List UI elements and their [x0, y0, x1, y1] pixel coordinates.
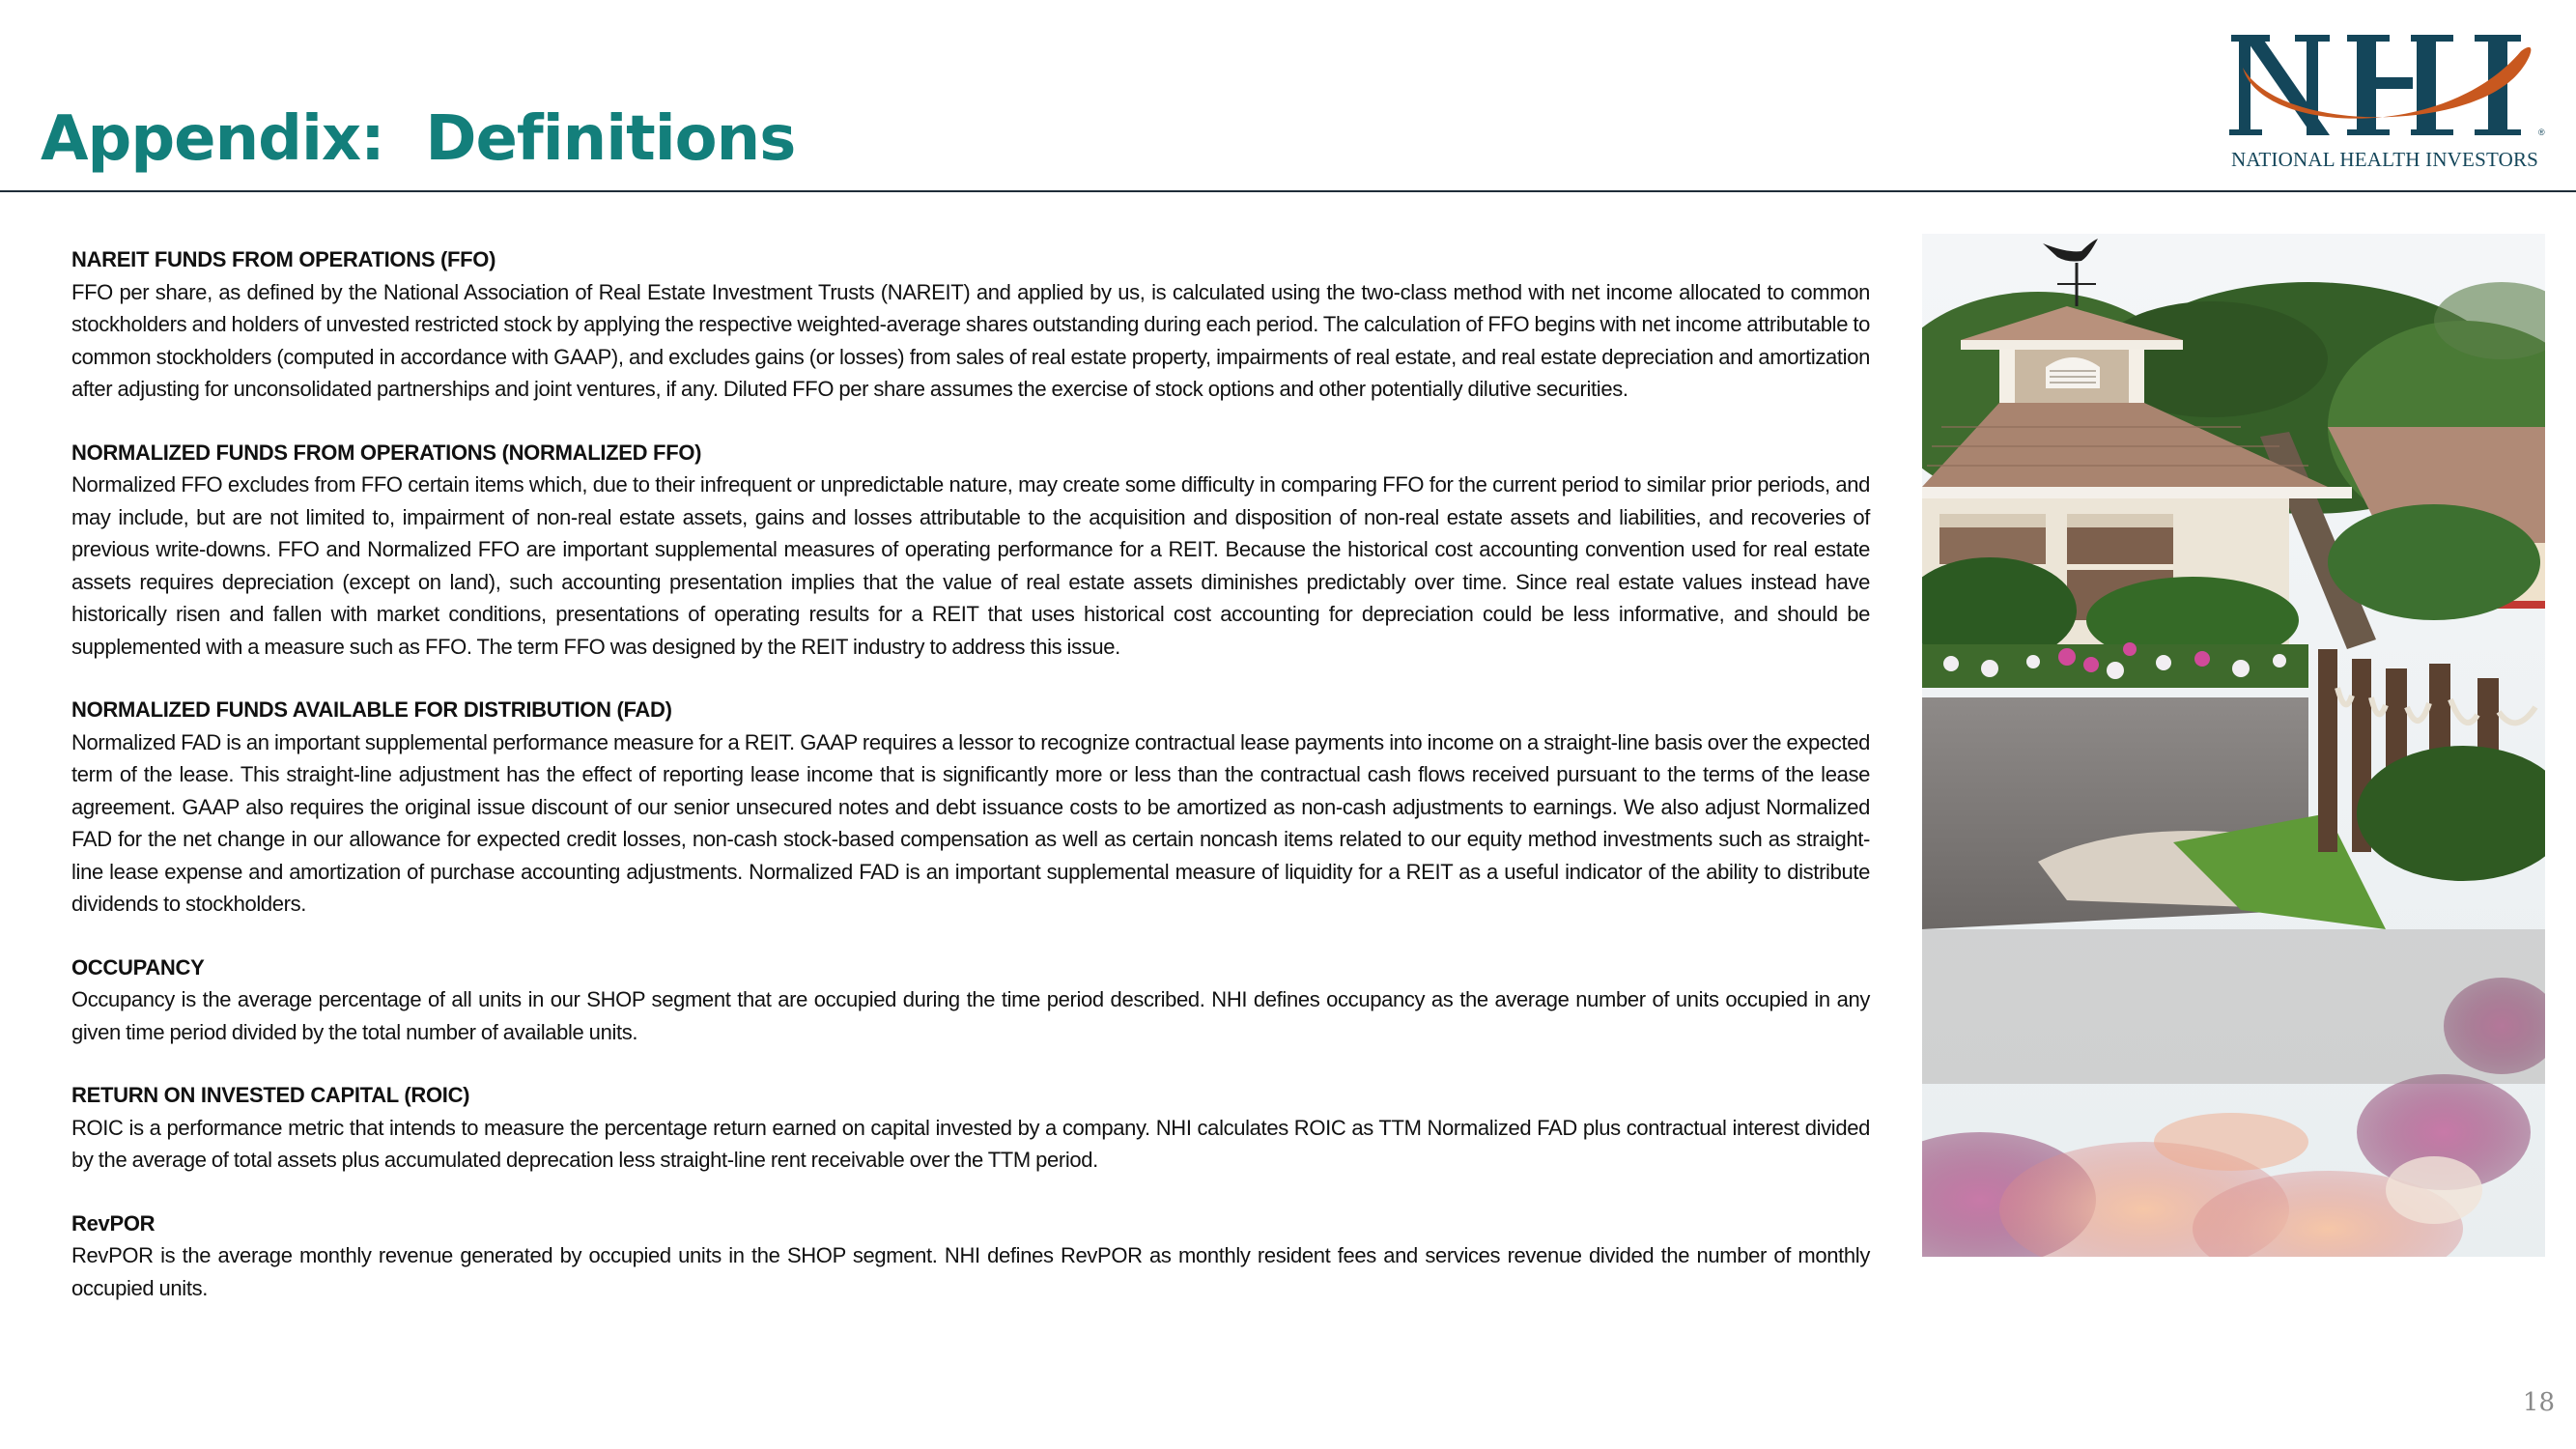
definition-revpor	[71, 1208, 1870, 1305]
definition-body: RevPOR is the average monthly revenue generated by occupied units in the SHOP segment. NHI defines RevPOR as monthly resident fees and services revenue divided the number of monthly occupied units.	[71, 1243, 1870, 1300]
definition-heading: OCCUPANCY	[71, 954, 205, 980]
definition-occupancy	[71, 952, 1870, 1049]
definition-heading: RETURN ON INVESTED CAPITAL (ROIC)	[71, 1083, 470, 1107]
definition-heading: NAREIT FUNDS FROM OPERATIONS (FFO)	[71, 247, 496, 271]
nhi-logo	[2222, 27, 2550, 182]
definition-body: Occupancy is the average percentage of all units in our SHOP segment that are occupied during the time period described. NHI defines occupancy as the average number of units occupied in any given time period divided by the total number of available units.	[71, 987, 1870, 1044]
page-title: Appendix: Definitions	[41, 103, 796, 175]
definition-body: Normalized FAD is an important supplemental performance measure for a REIT. GAAP requires a lessor to recognize contractual lease payments into income on a straight-line basis over the expected term of the lease. This straight-line adjustment has the effect of reporting lease income that is significantly more or less than the contractual cash flows received pursuant to the terms of the lease agreement. GAAP also requires the original issue discount of our senior unsecured notes and debt issuance costs to be amortized as non-cash adjustments to earnings. We also adjust Normalized FAD for the net change in our allowance for expected credit losses, non-cash stock-based compensation as well as certain noncash items related to our equity method investments such as straight-line lease expense and amortization of purchase accounting adjustments. Normalized FAD is an important supplemental measure of liquidity for a REIT as a useful indicator of the ability to distribute dividends to stockholders.	[71, 729, 1870, 916]
definition-normalized-fad	[71, 694, 1870, 921]
definition-body: ROIC is a performance metric that intends to measure the percentage return earned on capital invested by a company. NHI calculates ROIC as TTM Normalized FAD plus contractual interest divided by the average of total assets plus accumulated deprecation less straight-line rent receivable over the TTM period.	[71, 1115, 1870, 1172]
title-divider	[0, 190, 2576, 192]
registered-mark: ®	[2538, 128, 2545, 137]
definition-ffo	[71, 243, 1870, 406]
definition-body: FFO per share, as defined by the National Association of Real Estate Investment Trusts (NAREIT) and applied by us, is calculated using the two-class method with net income allocated to common stockholders and holders of unvested restricted stock by applying the respective weighted-average shares outstanding during each period. The calculation of FFO begins with net income attributable to common stockholders (computed in accordance with GAAP), and excludes gains (or losses) from sales of real estate property, impairments of real estate, and real estate depreciation and amortization after adjusting for unconsolidated partnerships and joint ventures, if any. Diluted FFO per share assumes the exercise of stock options and other potentially dilutive securities.	[71, 279, 1870, 401]
page-number: 18	[2522, 1388, 2555, 1417]
definition-heading: NORMALIZED FUNDS FROM OPERATIONS (NORMALIZED FFO)	[71, 440, 702, 465]
gatehouse-photo-icon	[1922, 234, 2545, 1257]
logo-caption: NATIONAL HEALTH INVESTORS	[2231, 148, 2539, 171]
community-photo	[1922, 234, 2545, 1257]
definition-normalized-ffo	[71, 437, 1870, 664]
definition-body: Normalized FFO excludes from FFO certain items which, due to their infrequent or unpredictable nature, may create some difficulty in comparing FFO for the current period to similar prior periods, and may include, but are not limited to, impairment of non-real estate assets, gains and losses attributable to the acquisition and disposition of non-real estate assets and liabilities, and recoveries of previous write-downs. FFO and Normalized FFO are important supplemental measures of operating performance for a REIT. Because the historical cost accounting convention used for real estate assets requires depreciation (except on land), such accounting presentation implies that the value of real estate assets diminishes predictably over time. Since real estate values instead have historically risen and fallen with market conditions, presentations of operating results for a REIT that uses historical cost accounting for depreciation could be less informative, and should be supplemented with a measure such as FFO. The term FFO was designed by the REIT industry to address this issue.	[71, 472, 1870, 659]
definition-heading: RevPOR	[71, 1210, 156, 1236]
definition-heading: NORMALIZED FUNDS AVAILABLE FOR DISTRIBUTION (FAD)	[71, 697, 672, 722]
definitions-list	[71, 243, 1870, 1335]
definition-roic	[71, 1079, 1870, 1177]
